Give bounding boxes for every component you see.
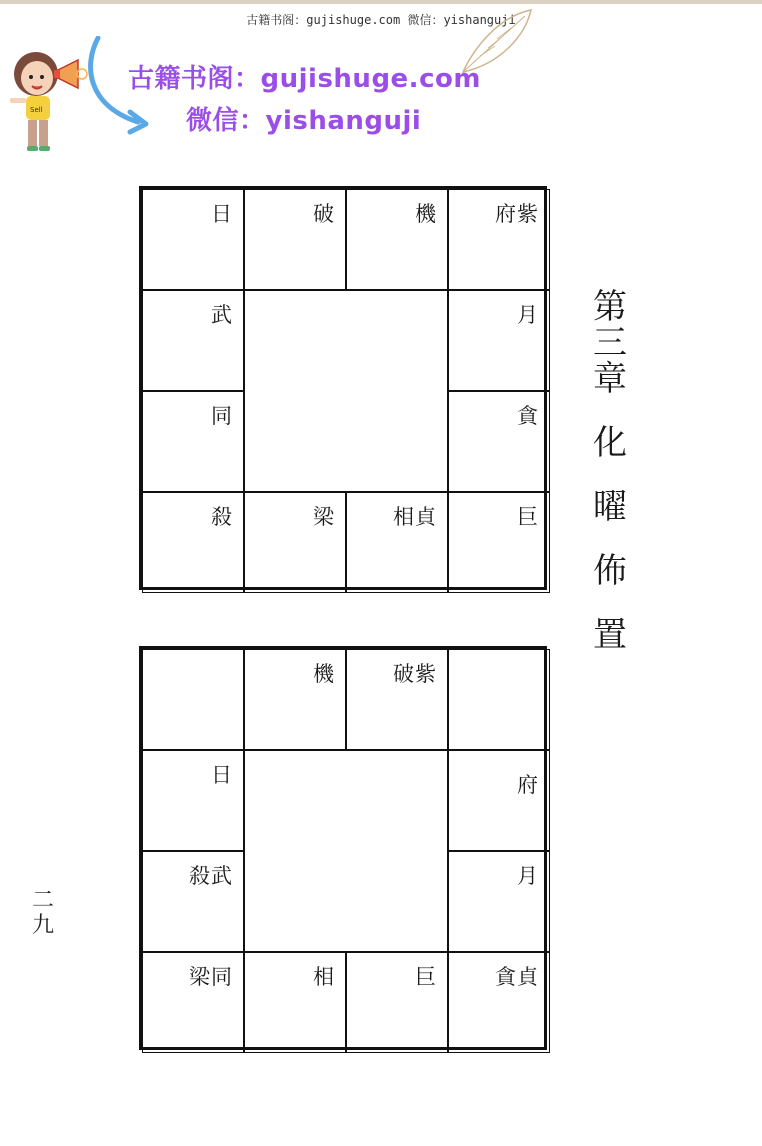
- chart1-label: 月: [517, 303, 539, 327]
- top-strip: [0, 0, 762, 4]
- banner-wechat-text: 微信：yishanguji: [186, 106, 422, 136]
- chapter-title-char: 章: [593, 359, 627, 399]
- chapter-title-char: 三: [593, 323, 627, 363]
- chart1-label: 同: [211, 404, 233, 428]
- chart2-cell-r1c3: [448, 750, 550, 851]
- chart2-label: 月: [517, 864, 539, 888]
- star-chart-2: [139, 646, 547, 1050]
- page-number-char: 二: [31, 888, 54, 913]
- chart2-label: 梁同: [189, 965, 233, 989]
- watermark-header: 古籍书阁：gujishuge.com 微信：yishanguji: [246, 13, 516, 27]
- chart2-cell-r0c2: [346, 649, 448, 750]
- chart1-label: 機: [415, 202, 437, 226]
- chapter-title-char: 第: [593, 287, 627, 327]
- chart1-label: 相貞: [393, 505, 437, 529]
- promo-banner: [0, 36, 500, 156]
- chart2-label: 貪貞: [495, 965, 539, 989]
- chart2-cell-r0c1: [244, 649, 346, 750]
- chart1-cell-r2c0: [142, 391, 244, 492]
- chart2-label: 破紫: [393, 662, 437, 686]
- chart1-cell-r3c0: [142, 492, 244, 593]
- chapter-title-char: 佈: [593, 551, 627, 591]
- chart1-label: 殺: [211, 505, 233, 529]
- chart1-cell-r3c1: [244, 492, 346, 593]
- chart1-label: 日: [211, 202, 233, 226]
- chart2-label: 日: [211, 763, 233, 787]
- chart1-label: 梁: [313, 505, 335, 529]
- chart2-cell-r0c3: [448, 649, 550, 750]
- chart1-label: 破: [313, 202, 335, 226]
- chart2-cell-r3c2: [346, 952, 448, 1053]
- chart1-label: 貪: [517, 404, 539, 428]
- page-number-char: 九: [31, 913, 54, 939]
- chart1-cell-r3c3: [448, 492, 550, 593]
- chart2-cell-r0c0: [142, 649, 244, 750]
- chart1-cell-r3c2: [346, 492, 448, 593]
- chapter-title-char: 曜: [593, 487, 627, 527]
- chapter-title-char: 置: [593, 615, 627, 655]
- chapter-title: [588, 287, 632, 682]
- chapter-title-char: 化: [593, 423, 627, 463]
- chart2-center: [244, 750, 448, 952]
- chart1-cell-r0c1: [244, 189, 346, 290]
- chart1-cell-r2c3: [448, 391, 550, 492]
- chart2-cell-r3c1: [244, 952, 346, 1053]
- chart2-label: 機: [313, 662, 335, 686]
- banner-site-text: 古籍书阁：gujishuge.com: [128, 64, 481, 94]
- chart1-center: [244, 290, 448, 492]
- chart1-label: 府紫: [495, 202, 539, 226]
- chart1-cell-r0c3: [448, 189, 550, 290]
- chart1-cell-r1c3: [448, 290, 550, 391]
- chart2-label: 府: [517, 773, 539, 797]
- chart1-label: 巨: [517, 505, 539, 529]
- page-number: [28, 888, 58, 939]
- chart2-cell-r3c0: [142, 952, 244, 1053]
- star-chart-1: [139, 186, 547, 590]
- chart2-label: 殺武: [189, 864, 233, 888]
- chart1-cell-r0c0: [142, 189, 244, 290]
- chart1-cell-r0c2: [346, 189, 448, 290]
- chart2-cell-r2c0: [142, 851, 244, 952]
- chart2-cell-r1c0: [142, 750, 244, 851]
- chart1-label: 武: [211, 303, 233, 327]
- chart2-cell-r2c3: [448, 851, 550, 952]
- chart2-label: 相: [313, 965, 335, 989]
- svg-text:Sell: Sell: [30, 106, 43, 114]
- chart1-cell-r1c0: [142, 290, 244, 391]
- chart2-label: 巨: [415, 965, 437, 989]
- chart2-cell-r3c3: [448, 952, 550, 1053]
